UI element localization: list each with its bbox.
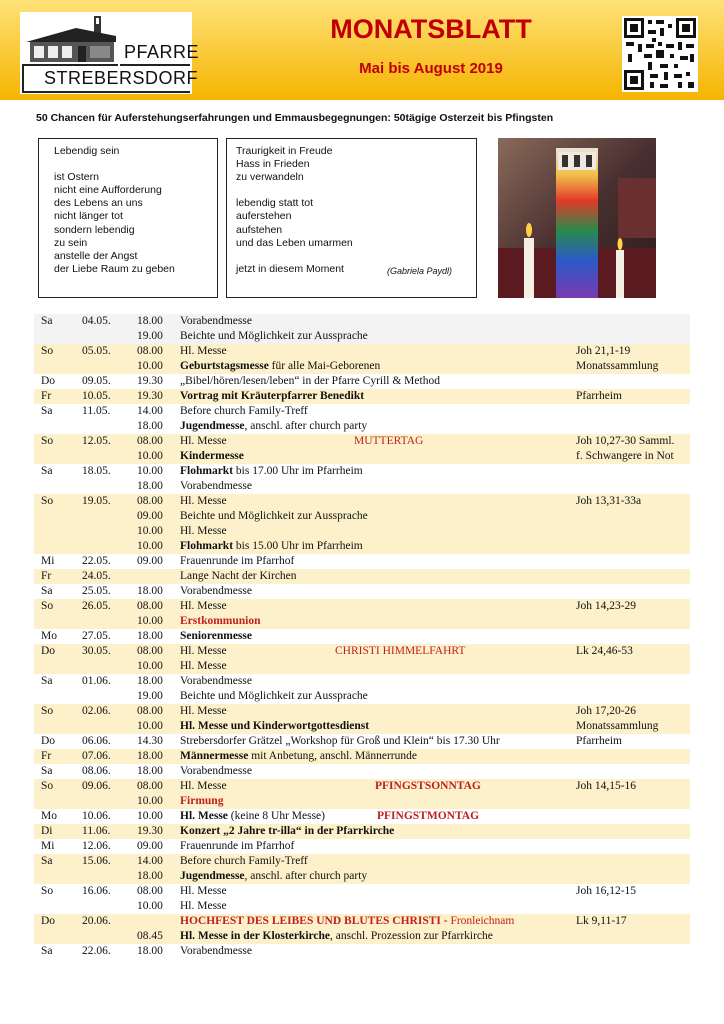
event-text: Hl. Messe in der Klosterkirche [180, 930, 331, 942]
schedule-event [180, 479, 252, 494]
schedule-time: 18.00 [137, 675, 163, 687]
schedule-row [34, 899, 690, 914]
poem-line: ist Ostern [54, 171, 99, 184]
event-text-extra: , anschl. after church party [244, 420, 368, 432]
schedule-row [34, 794, 690, 809]
feast-label: MUTTERTAG [354, 435, 424, 447]
poem-line [236, 250, 476, 263]
scripture-reference: Joh 13,31-33a [576, 495, 642, 507]
schedule-time: 19.00 [137, 330, 163, 342]
schedule-row [34, 914, 690, 929]
schedule-row [34, 449, 690, 464]
schedule-time: 10.00 [137, 615, 163, 627]
event-text: Jugendmesse [180, 420, 245, 432]
schedule-row [34, 884, 690, 899]
schedule-day: Mo [41, 810, 57, 822]
schedule-day: Sa [41, 405, 53, 417]
feast-label: PFINGSTMONTAG [377, 810, 480, 822]
schedule-time: 08.00 [137, 495, 163, 507]
scripture-reference: Joh 14,15-16 [576, 780, 637, 792]
schedule-event [180, 569, 297, 584]
schedule-event [180, 929, 493, 944]
schedule-event [180, 734, 500, 749]
event-text: Vortrag mit Kräuterpfarrer Benedikt [180, 390, 365, 402]
event-text: Hl. Messe [180, 495, 227, 507]
schedule-event [180, 614, 261, 629]
event-text-extra: , anschl. after church party [244, 870, 368, 882]
event-text: Hl. Messe [180, 435, 227, 447]
schedule-date: 18.05. [82, 465, 111, 477]
event-text: Hl. Messe [180, 705, 227, 717]
schedule-event [180, 584, 252, 599]
schedule-date: 22.05. [82, 555, 111, 567]
page-title: MONATSBLATT [330, 14, 532, 44]
schedule-time: 10.00 [137, 900, 163, 912]
schedule-event [180, 314, 252, 329]
schedule-row [34, 809, 690, 824]
poem-line: zu verwandeln [236, 171, 304, 184]
schedule-time: 08.00 [137, 705, 163, 717]
schedule-day: Fr [41, 570, 52, 582]
schedule-day: Do [41, 915, 56, 927]
schedule-day: Sa [41, 945, 53, 957]
poem-line [236, 184, 476, 197]
event-text-extra: Fronleichnam [450, 915, 515, 927]
schedule-row [34, 494, 690, 509]
schedule-row [34, 659, 690, 674]
event-text: „Bibel/hören/lesen/leben“ in der Pfarre Cyrill & Method [180, 375, 440, 387]
event-text: Vorabendmesse [180, 480, 252, 492]
schedule-event [180, 719, 369, 734]
schedule-time: 10.00 [137, 360, 163, 372]
schedule-event [180, 884, 227, 899]
schedule-time: 10.00 [137, 660, 163, 672]
schedule-day: So [41, 435, 54, 447]
schedule-event [180, 329, 368, 344]
schedule-day: Do [41, 375, 56, 387]
schedule-row [34, 569, 690, 584]
schedule-event [180, 749, 417, 764]
schedule-date: 05.05. [82, 345, 111, 357]
schedule-day: Sa [41, 855, 53, 867]
schedule-date: 07.06. [82, 750, 111, 762]
schedule-event [180, 359, 380, 374]
poem-box-left [38, 138, 218, 298]
schedule-row [34, 734, 690, 749]
schedule-event [180, 599, 227, 614]
schedule-row [34, 524, 690, 539]
schedule-time: 10.00 [137, 810, 163, 822]
schedule-event [180, 374, 440, 389]
schedule-date: 16.06. [82, 885, 111, 897]
schedule-row [34, 419, 690, 434]
event-text: Geburtstagsmesse [180, 360, 269, 372]
schedule-event [180, 539, 363, 554]
schedule-event [180, 899, 227, 914]
schedule-date: 12.05. [82, 435, 111, 447]
schedule-time: 18.00 [137, 585, 163, 597]
event-text: Hl. Messe [180, 900, 227, 912]
schedule-row [34, 674, 690, 689]
schedule-date: 10.06. [82, 810, 111, 822]
event-text: Hl. Messe [180, 345, 227, 357]
schedule-date: 26.05. [82, 600, 111, 612]
event-text: Hl. Messe [180, 810, 228, 822]
poem-line: lebendig statt tot [236, 197, 314, 210]
schedule-row [34, 824, 690, 839]
schedule-row [34, 689, 690, 704]
schedule-time: 18.00 [137, 420, 163, 432]
poem-line: jetzt in diesem Moment [236, 262, 344, 275]
schedule-event [180, 779, 227, 794]
poem-line: Hass in Frieden [236, 158, 310, 171]
schedule-event [180, 809, 325, 824]
schedule-event [180, 404, 308, 419]
schedule-day: Di [41, 825, 53, 837]
event-text: Vorabendmesse [180, 765, 252, 777]
event-text: Before church Family-Treff [180, 855, 308, 867]
parish-logo [20, 12, 200, 94]
schedule-row [34, 389, 690, 404]
event-text-extra: bis 15.00 Uhr im Pfarrheim [233, 540, 363, 552]
schedule-time: 08.00 [137, 885, 163, 897]
event-text: Frauenrunde im Pfarrhof [180, 840, 295, 852]
schedule-row [34, 509, 690, 524]
event-text: Flohmarkt [180, 465, 234, 477]
schedule-row [34, 584, 690, 599]
schedule-event [180, 629, 252, 644]
schedule-row [34, 434, 690, 449]
scripture-reference: Joh 14,23-29 [576, 600, 637, 612]
schedule-time: 10.00 [137, 540, 163, 552]
poem-line: Traurigkeit in Freude [236, 145, 333, 157]
tagline: 50 Chancen für Auferstehungserfahrungen und Emmausbegegnungen: 50tägige Osterzeit bis Pfingsten [36, 112, 554, 124]
schedule-row [34, 314, 690, 329]
schedule-day: Mi [41, 555, 55, 567]
schedule-event [180, 509, 368, 524]
event-text: Flohmarkt [180, 540, 234, 552]
schedule-event [180, 914, 514, 929]
poem-author: (Gabriela Paydl) [387, 266, 453, 276]
header-banner [0, 0, 724, 100]
schedule-row [34, 929, 690, 944]
scripture-reference: Monatssammlung [576, 360, 659, 372]
event-text: Beichte und Möglichkeit zur Aussprache [180, 330, 368, 342]
schedule-row [34, 629, 690, 644]
schedule-date: 24.05. [82, 570, 111, 582]
event-text-extra: , anschl. Prozession zur Pfarrkirche [330, 930, 493, 942]
event-text-extra: für alle Mai-Geborenen [268, 360, 381, 372]
poem-line: und das Leben umarmen [236, 236, 353, 249]
logo-text-strebersdorf: STREBERSDORF [44, 68, 199, 88]
schedule-time: 10.00 [137, 465, 163, 477]
poem-line: der Liebe Raum zu geben [54, 262, 175, 275]
schedule-time: 14.30 [137, 735, 163, 747]
schedule-row [34, 344, 690, 359]
schedule-time: 10.00 [137, 720, 163, 732]
schedule-event [180, 824, 394, 839]
schedule-time: 19.30 [137, 390, 163, 402]
event-text: Vorabendmesse [180, 315, 252, 327]
schedule-row [34, 374, 690, 389]
schedule-time: 08.45 [137, 930, 163, 942]
schedule-event [180, 794, 223, 809]
event-text: Hl. Messe [180, 525, 227, 537]
schedule-day: So [41, 495, 54, 507]
poem-line: Lebendig sein [54, 145, 120, 157]
schedule-time: 08.00 [137, 435, 163, 447]
event-text: Firmung [180, 795, 224, 807]
page-subtitle: Mai bis August 2019 [359, 60, 503, 77]
schedule-day: Mo [41, 630, 57, 642]
poem-line: sondern lebendig [54, 223, 135, 236]
poem-line: auferstehen [236, 210, 292, 223]
schedule-event [180, 659, 227, 674]
schedule-date: 12.06. [82, 840, 111, 852]
event-text: Strebersdorfer Grätzel „Workshop für Groß und Klein“ bis 17.30 Uhr [180, 735, 500, 747]
event-text-extra: bis 17.00 Uhr im Pfarrheim [233, 465, 363, 477]
schedule-row [34, 599, 690, 614]
schedule-row [34, 719, 690, 734]
event-text: Hl. Messe [180, 780, 227, 792]
schedule-table [34, 314, 690, 959]
event-text: Beichte und Möglichkeit zur Aussprache [180, 510, 368, 522]
poem-line: nicht eine Aufforderung [54, 184, 162, 197]
qr-code-icon [622, 16, 698, 92]
schedule-time: 19.30 [137, 825, 163, 837]
schedule-day: So [41, 345, 54, 357]
schedule-event [180, 704, 227, 719]
schedule-day: Do [41, 645, 56, 657]
schedule-date: 06.06. [82, 735, 111, 747]
schedule-event [180, 464, 363, 479]
event-text: HOCHFEST DES LEIBES UND BLUTES CHRISTI - [180, 915, 451, 927]
event-text: Erstkommunion [180, 615, 261, 627]
event-text: Hl. Messe [180, 600, 227, 612]
event-text: Hl. Messe [180, 885, 227, 897]
event-text: Beichte und Möglichkeit zur Aussprache [180, 690, 368, 702]
scripture-reference: Joh 16,12-15 [576, 885, 637, 897]
schedule-row [34, 704, 690, 719]
schedule-time: 18.00 [137, 630, 163, 642]
scripture-reference: Joh 17,20-26 [576, 705, 637, 717]
schedule-event [180, 419, 367, 434]
schedule-row [34, 329, 690, 344]
poem-line: anstelle der Angst [54, 249, 138, 262]
schedule-date: 09.05. [82, 375, 111, 387]
schedule-time: 10.00 [137, 795, 163, 807]
schedule-event [180, 449, 244, 464]
scripture-reference: Joh 10,27-30 Samml. [576, 435, 675, 447]
schedule-event [180, 674, 252, 689]
schedule-event [180, 764, 252, 779]
schedule-time: 18.00 [137, 945, 163, 957]
schedule-event [180, 869, 367, 884]
schedule-day: Mi [41, 840, 55, 852]
feast-label: CHRISTI HIMMELFAHRT [335, 645, 466, 657]
scripture-reference: Lk 24,46-53 [576, 645, 633, 657]
schedule-day: Sa [41, 675, 53, 687]
schedule-event [180, 944, 252, 959]
schedule-date: 25.05. [82, 585, 111, 597]
schedule-date: 09.06. [82, 780, 111, 792]
event-text-extra: mit Anbetung, anschl. Männerrunde [248, 750, 417, 762]
poem-line: zu sein [54, 236, 88, 249]
schedule-row [34, 614, 690, 629]
schedule-event [180, 554, 294, 569]
schedule-date: 11.05. [82, 405, 111, 417]
schedule-row [34, 464, 690, 479]
poem-line: aufstehen [236, 223, 283, 236]
schedule-date: 15.06. [82, 855, 111, 867]
feast-label: PFINGSTSONNTAG [375, 780, 481, 792]
schedule-time: 10.00 [137, 525, 163, 537]
event-text: Before church Family-Treff [180, 405, 308, 417]
schedule-date: 19.05. [82, 495, 111, 507]
schedule-event [180, 389, 364, 404]
schedule-event [180, 494, 227, 509]
schedule-date: 10.05. [82, 390, 111, 402]
schedule-row [34, 839, 690, 854]
schedule-event [180, 689, 368, 704]
schedule-day: So [41, 705, 54, 717]
event-text: Jugendmesse [180, 870, 245, 882]
event-text-extra: (keine 8 Uhr Messe) [227, 810, 325, 822]
schedule-row [34, 404, 690, 419]
schedule-day: So [41, 885, 54, 897]
event-text: Frauenrunde im Pfarrhof [180, 555, 295, 567]
schedule-row [34, 869, 690, 884]
poem-line [54, 158, 217, 171]
schedule-event [180, 644, 227, 659]
scripture-reference: Joh 21,1-19 [576, 345, 631, 357]
schedule-date: 08.06. [82, 765, 111, 777]
schedule-day: Sa [41, 585, 53, 597]
poem-box-right [226, 138, 477, 298]
schedule-time: 18.00 [137, 480, 163, 492]
schedule-time: 18.00 [137, 315, 163, 327]
schedule-event [180, 344, 227, 359]
scripture-reference: Pfarrheim [576, 735, 622, 747]
scripture-reference: Pfarrheim [576, 390, 622, 402]
poem-line: des Lebens an uns [54, 197, 143, 210]
schedule-time: 18.00 [137, 765, 163, 777]
schedule-time: 19.30 [137, 375, 163, 387]
schedule-day: Sa [41, 315, 53, 327]
event-text: Kindermesse [180, 450, 244, 462]
schedule-day: Fr [41, 750, 52, 762]
schedule-day: Sa [41, 465, 53, 477]
schedule-time: 08.00 [137, 345, 163, 357]
event-text: Vorabendmesse [180, 585, 252, 597]
schedule-date: 27.05. [82, 630, 111, 642]
schedule-time: 09.00 [137, 510, 163, 522]
schedule-row [34, 539, 690, 554]
scripture-reference: f. Schwangere in Not [576, 450, 674, 462]
schedule-date: 30.05. [82, 645, 111, 657]
event-text: Männermesse [180, 750, 249, 762]
schedule-time: 18.00 [137, 870, 163, 882]
scripture-reference: Lk 9,11-17 [576, 915, 627, 927]
schedule-row [34, 779, 690, 794]
schedule-time: 08.00 [137, 780, 163, 792]
event-text: Lange Nacht der Kirchen [180, 570, 297, 582]
schedule-row [34, 554, 690, 569]
schedule-time: 09.00 [137, 555, 163, 567]
schedule-date: 11.06. [82, 825, 111, 837]
event-text: Vorabendmesse [180, 675, 252, 687]
event-text: Hl. Messe und Kinderwortgottesdienst [180, 720, 370, 732]
schedule-day: Do [41, 735, 56, 747]
scripture-reference: Monatssammlung [576, 720, 659, 732]
schedule-event [180, 434, 227, 449]
schedule-row [34, 944, 690, 959]
event-text: Seniorenmesse [180, 630, 252, 642]
schedule-row [34, 764, 690, 779]
schedule-date: 20.06. [82, 915, 111, 927]
schedule-time: 09.00 [137, 840, 163, 852]
schedule-date: 04.05. [82, 315, 111, 327]
schedule-day: Fr [41, 390, 52, 402]
schedule-event [180, 854, 308, 869]
logo-text-pfarre: PFARRE [124, 42, 200, 62]
schedule-time: 08.00 [137, 600, 163, 612]
schedule-event [180, 524, 227, 539]
schedule-row [34, 644, 690, 659]
schedule-date: 22.06. [82, 945, 111, 957]
schedule-day: So [41, 600, 54, 612]
schedule-time: 14.00 [137, 855, 163, 867]
schedule-day: Sa [41, 765, 53, 777]
poem-line: nicht länger tot [54, 210, 123, 223]
schedule-time: 08.00 [137, 645, 163, 657]
event-text: Hl. Messe [180, 660, 227, 672]
schedule-day: So [41, 780, 54, 792]
schedule-time: 19.00 [137, 690, 163, 702]
schedule-time: 14.00 [137, 405, 163, 417]
schedule-date: 01.06. [82, 675, 111, 687]
schedule-time: 18.00 [137, 750, 163, 762]
event-text: Hl. Messe [180, 645, 227, 657]
schedule-event [180, 839, 294, 854]
easter-candle-photo [498, 138, 656, 298]
schedule-date: 02.06. [82, 705, 111, 717]
schedule-row [34, 479, 690, 494]
schedule-time: 10.00 [137, 450, 163, 462]
event-text: Konzert „2 Jahre tr-illa“ in der Pfarrkirche [180, 825, 395, 837]
event-text: Vorabendmesse [180, 945, 252, 957]
schedule-row [34, 749, 690, 764]
schedule-row [34, 854, 690, 869]
schedule-row [34, 359, 690, 374]
